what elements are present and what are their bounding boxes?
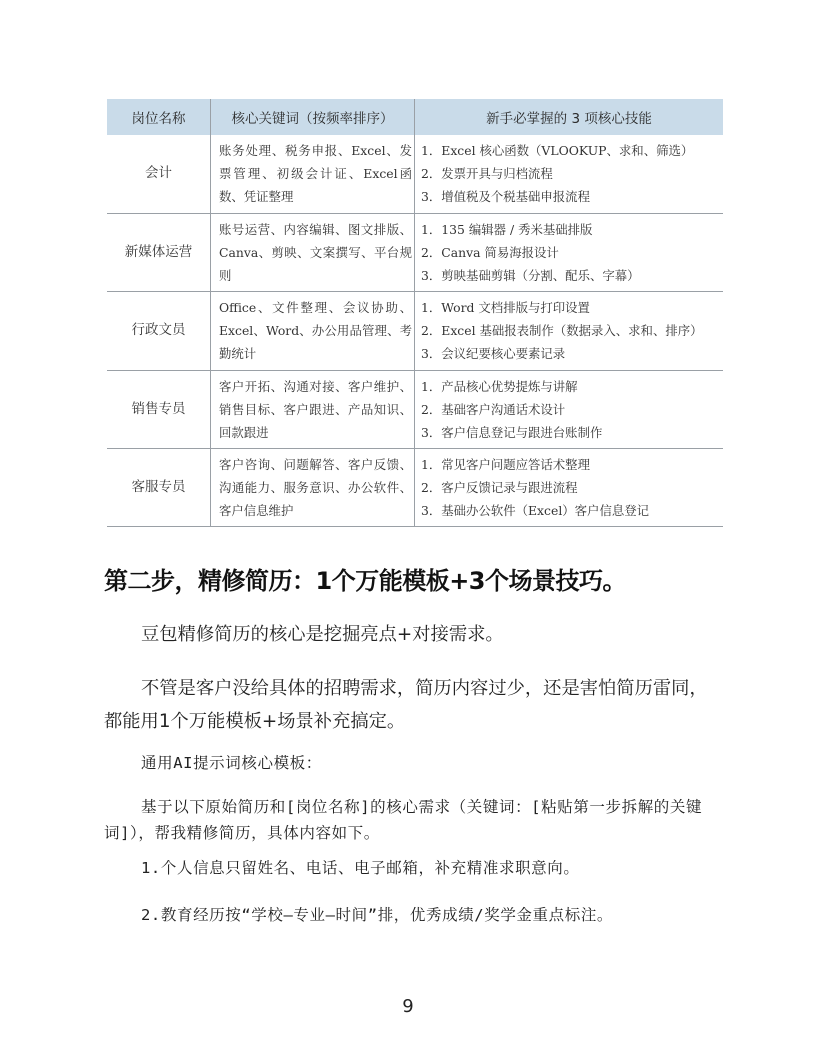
skill-item: 1．Excel 核心函数（VLOOKUP、求和、筛选） bbox=[421, 143, 694, 159]
keyword-skills-table bbox=[107, 99, 723, 527]
skill-item: 3．客户信息登记与跟进台账制作 bbox=[421, 424, 603, 440]
skill-item: 2．Canva 简易海报设计 bbox=[421, 245, 559, 261]
table-row bbox=[107, 292, 723, 370]
table-header-row bbox=[107, 99, 723, 135]
skill-item: 3．增值税及个税基础申报流程 bbox=[421, 189, 590, 205]
skill-item: 2．客户反馈记录与跟进流程 bbox=[421, 480, 578, 496]
skills-cell bbox=[415, 449, 724, 527]
table-row bbox=[107, 370, 723, 448]
skill-item: 1．135 编辑器 / 秀米基础排版 bbox=[421, 222, 593, 238]
skill-item: 3．会议纪要核心要素记录 bbox=[421, 346, 566, 362]
skill-item: 1．Word 文档排版与打印设置 bbox=[421, 300, 590, 316]
prompt-template-body: 基于以下原始简历和[岗位名称]的核心需求（关键词：[粘贴第一步拆解的关键词]），帮我精修简历，具体内容如下。 bbox=[104, 798, 703, 842]
table-row bbox=[107, 135, 723, 213]
skill-item: 2．发票开具与归档流程 bbox=[421, 166, 553, 182]
skills-cell bbox=[415, 370, 724, 448]
header-keywords: 核心关键词（按频率排序） bbox=[211, 99, 415, 135]
keywords-cell: 客户咨询、问题解答、客户反馈、沟通能力、服务意识、办公软件、客户信息维护 bbox=[211, 449, 415, 527]
skills-cell bbox=[415, 292, 724, 370]
skill-item: 1．产品核心优势提炼与讲解 bbox=[421, 378, 578, 394]
table-row bbox=[107, 213, 723, 291]
paragraph-core: 豆包精修简历的核心是挖掘亮点+对接需求。 bbox=[141, 624, 504, 645]
prompt-item-1: 1.个人信息只留姓名、电话、电子邮箱，补充精准求职意向。 bbox=[141, 859, 580, 877]
role-cell: 会计 bbox=[145, 165, 172, 182]
skill-item: 1．常见客户问题应答话术整理 bbox=[421, 457, 590, 473]
skill-item: 2．Excel 基础报表制作（数据录入、求和、排序） bbox=[421, 323, 703, 339]
skill-item: 3．剪映基础剪辑（分割、配乐、字幕） bbox=[421, 268, 640, 284]
section-heading: 第二步，精修简历：1个万能模板+3个场景技巧。 bbox=[104, 567, 627, 595]
role-cell: 新媒体运营 bbox=[124, 244, 193, 261]
prompt-item-2: 2.教育经历按“学校—专业—时间”排，优秀成绩/奖学金重点标注。 bbox=[141, 906, 614, 924]
role-cell: 销售专员 bbox=[131, 400, 186, 417]
keywords-cell: 账号运营、内容编辑、图文排版、Canva、剪映、文案撰写、平台规则 bbox=[211, 213, 415, 291]
header-role: 岗位名称 bbox=[107, 99, 211, 135]
skills-cell bbox=[415, 135, 724, 213]
table-row bbox=[107, 449, 723, 527]
keywords-cell: 客户开拓、沟通对接、客户维护、销售目标、客户跟进、产品知识、回款跟进 bbox=[211, 370, 415, 448]
keywords-cell: Office、文件整理、会议协助、Excel、Word、办公用品管理、考勤统计 bbox=[211, 292, 415, 370]
prompt-template-label: 通用AI提示词核心模板： bbox=[141, 754, 322, 772]
paragraph-scenario: 不管是客户没给具体的招聘需求，简历内容过少，还是害怕简历雷同，都能用1个万能模板+场景补充搞定。 bbox=[104, 678, 708, 732]
skill-item: 3．基础办公软件（Excel）客户信息登记 bbox=[421, 503, 650, 519]
page-number: 9 bbox=[402, 996, 414, 1017]
header-skills: 新手必掌握的 3 项核心技能 bbox=[415, 99, 724, 135]
role-cell: 行政文员 bbox=[131, 322, 186, 339]
role-cell: 客服专员 bbox=[131, 479, 186, 496]
keywords-cell: 账务处理、税务申报、Excel、发票管理、初级会计证、Excel函数、凭证整理 bbox=[211, 135, 415, 213]
skills-cell bbox=[415, 213, 724, 291]
skill-item: 2．基础客户沟通话术设计 bbox=[421, 401, 566, 417]
